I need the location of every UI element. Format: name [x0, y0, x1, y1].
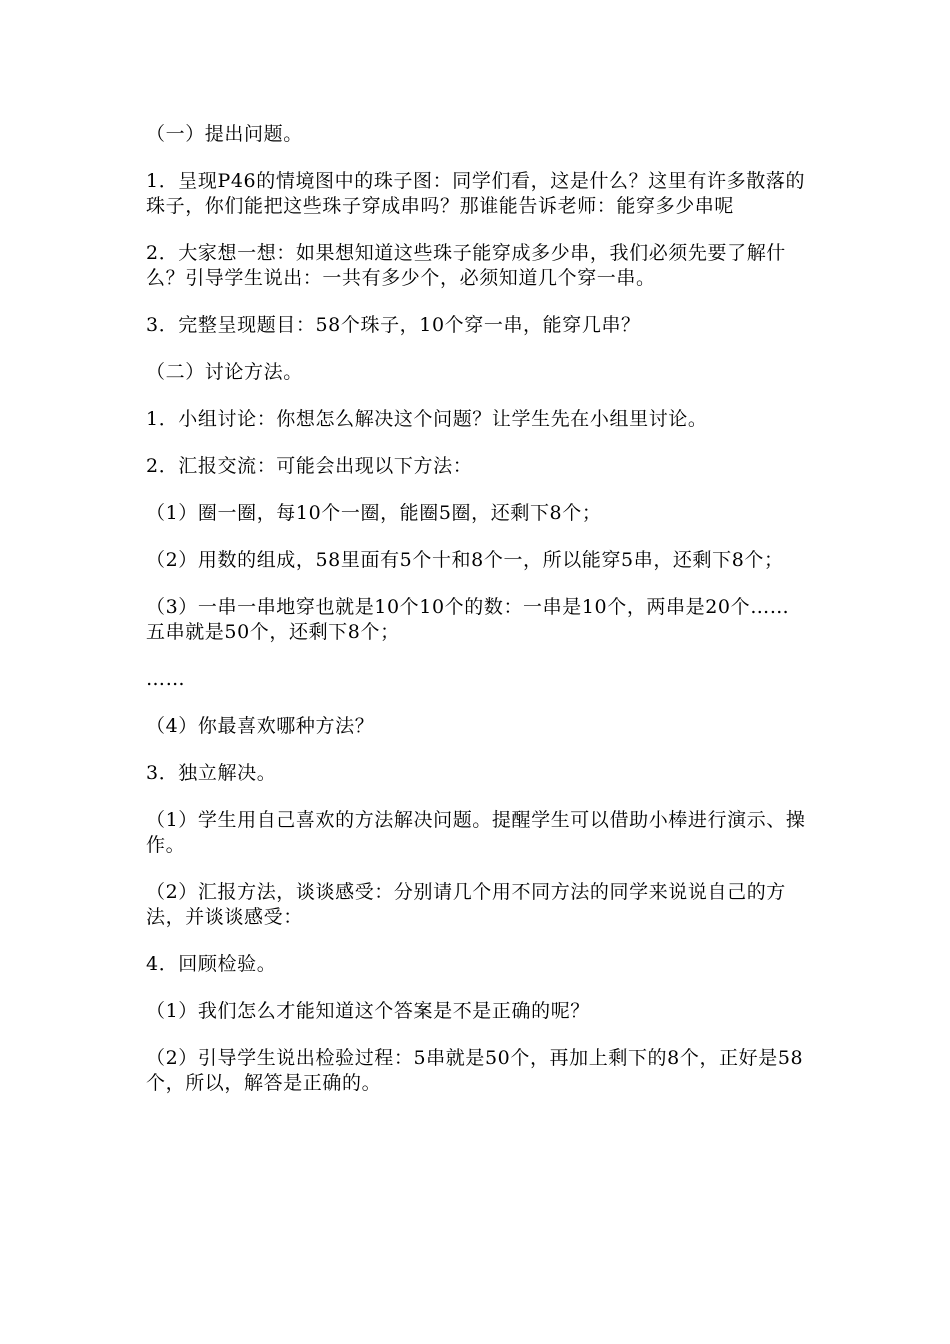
substep-2-report-feelings: （2）汇报方法，谈谈感受：分别请几个用不同方法的同学来说说自己的方法，并谈谈感受：	[146, 881, 786, 928]
question-favorite-method: （4）你最喜欢哪种方法？	[146, 715, 375, 737]
step-2-report-exchange: 2．汇报交流：可能会出现以下方法：	[146, 455, 473, 477]
step-4-review-check: 4．回顾检验。	[146, 953, 277, 975]
section-heading-raise-question: （一）提出问题。	[146, 123, 303, 145]
method-2-number-composition: （2）用数的组成，58里面有5个十和8个一，所以能穿5串，还剩下8个；	[146, 549, 784, 571]
step-3-full-problem: 3．完整呈现题目：58个珠子，10个穿一串，能穿几串？	[146, 314, 641, 336]
ellipsis-line: ……	[146, 668, 186, 690]
substep-2-check-process: （2）引导学生说出检验过程：5串就是50个，再加上剩下的8个，正好是58个，所以，解答是正确的。	[146, 1047, 804, 1094]
substep-1-how-to-check: （1）我们怎么才能知道这个答案是不是正确的呢？	[146, 1000, 590, 1022]
step-1-group-discussion: 1．小组讨论：你想怎么解决这个问题？让学生先在小组里讨论。	[146, 408, 708, 430]
step-2-think: 2．大家想一想：如果想知道这些珠子能穿成多少串，我们必须先要了解什么？引导学生说出：一共有多少个，必须知道几个穿一串。	[146, 242, 786, 289]
step-3-independent-solve: 3．独立解决。	[146, 762, 277, 784]
section-heading-discuss-method: （二）讨论方法。	[146, 361, 303, 383]
method-1-circle: （1）圈一圈，每10个一圈，能圈5圈，还剩下8个；	[146, 502, 602, 524]
method-3-count-by-tens: （3）一串一串地穿也就是10个10个的数：一串是10个，两串是20个……五串就是50个，还剩下8个；	[146, 596, 790, 643]
step-1-present-scene: 1．呈现P46的情境图中的珠子图：同学们看，这是什么？这里有许多散落的珠子，你们能把这些珠子穿成串吗？那谁能告诉老师：能穿多少串呢	[146, 170, 806, 217]
document-body	[146, 122, 808, 1118]
substep-1-solve-own-way: （1）学生用自己喜欢的方法解决问题。提醒学生可以借助小棒进行演示、操作。	[146, 809, 806, 856]
